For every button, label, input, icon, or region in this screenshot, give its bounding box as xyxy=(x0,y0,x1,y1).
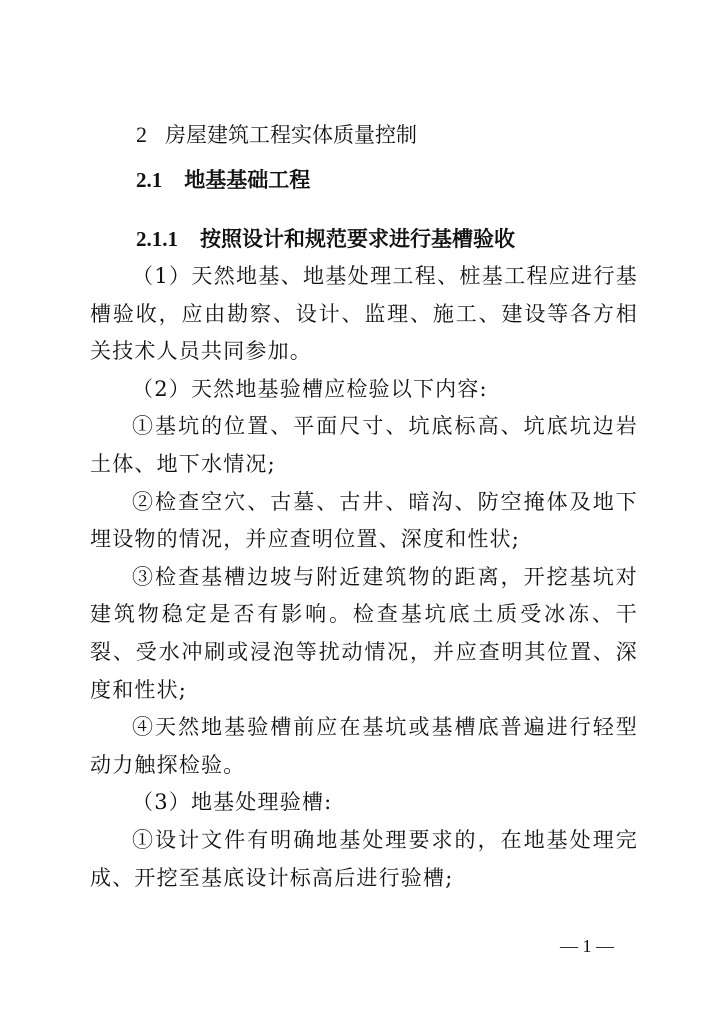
chapter-heading xyxy=(136,120,417,150)
chapter-title: 房屋建筑工程实体质量控制 xyxy=(165,123,417,147)
body-text xyxy=(90,258,638,897)
paragraph: ①基坑的位置、平面尺寸、坑底标高、坑底坑边岩土体、地下水情况; xyxy=(90,414,638,476)
paragraph: （1）天然地基、地基处理工程、桩基工程应进行基槽验收，应由勘察、设计、监理、施工、建设等各方相关技术人员共同参加。 xyxy=(90,264,638,364)
section-heading xyxy=(136,165,310,195)
chapter-number: 2 xyxy=(136,122,147,147)
subsection-number: 2.1.1 xyxy=(136,227,178,251)
subsection-heading xyxy=(136,224,515,254)
section-title: 地基基础工程 xyxy=(184,167,311,192)
paragraph: ①设计文件有明确地基处理要求的，在地基处理完成、开挖至基底设计标高后进行验槽; xyxy=(90,827,638,890)
section-number: 2.1 xyxy=(136,168,163,192)
page-number: — 1 — xyxy=(560,936,614,956)
paragraph: ②检查空穴、古墓、古井、暗沟、防空掩体及地下埋设物的情况，并应查明位置、深度和性状; xyxy=(90,489,638,552)
subsection-title: 按照设计和规范要求进行基槽验收 xyxy=(200,226,515,251)
paragraph: ③检查基槽边坡与附近建筑物的距离，开挖基坑对建筑物稳定是否有影响。检查基坑底土质受冰冻、干裂、受水冲刷或浸泡等扰动情况，并应查明其位置、深度和性状; xyxy=(90,564,638,702)
paragraph: ④天然地基验槽前应在基坑或基槽底普遍进行轻型动力触探检验。 xyxy=(90,715,638,777)
paragraph: （3）地基处理验槽: xyxy=(132,790,333,815)
paragraph: （2）天然地基验槽应检验以下内容: xyxy=(132,376,488,401)
